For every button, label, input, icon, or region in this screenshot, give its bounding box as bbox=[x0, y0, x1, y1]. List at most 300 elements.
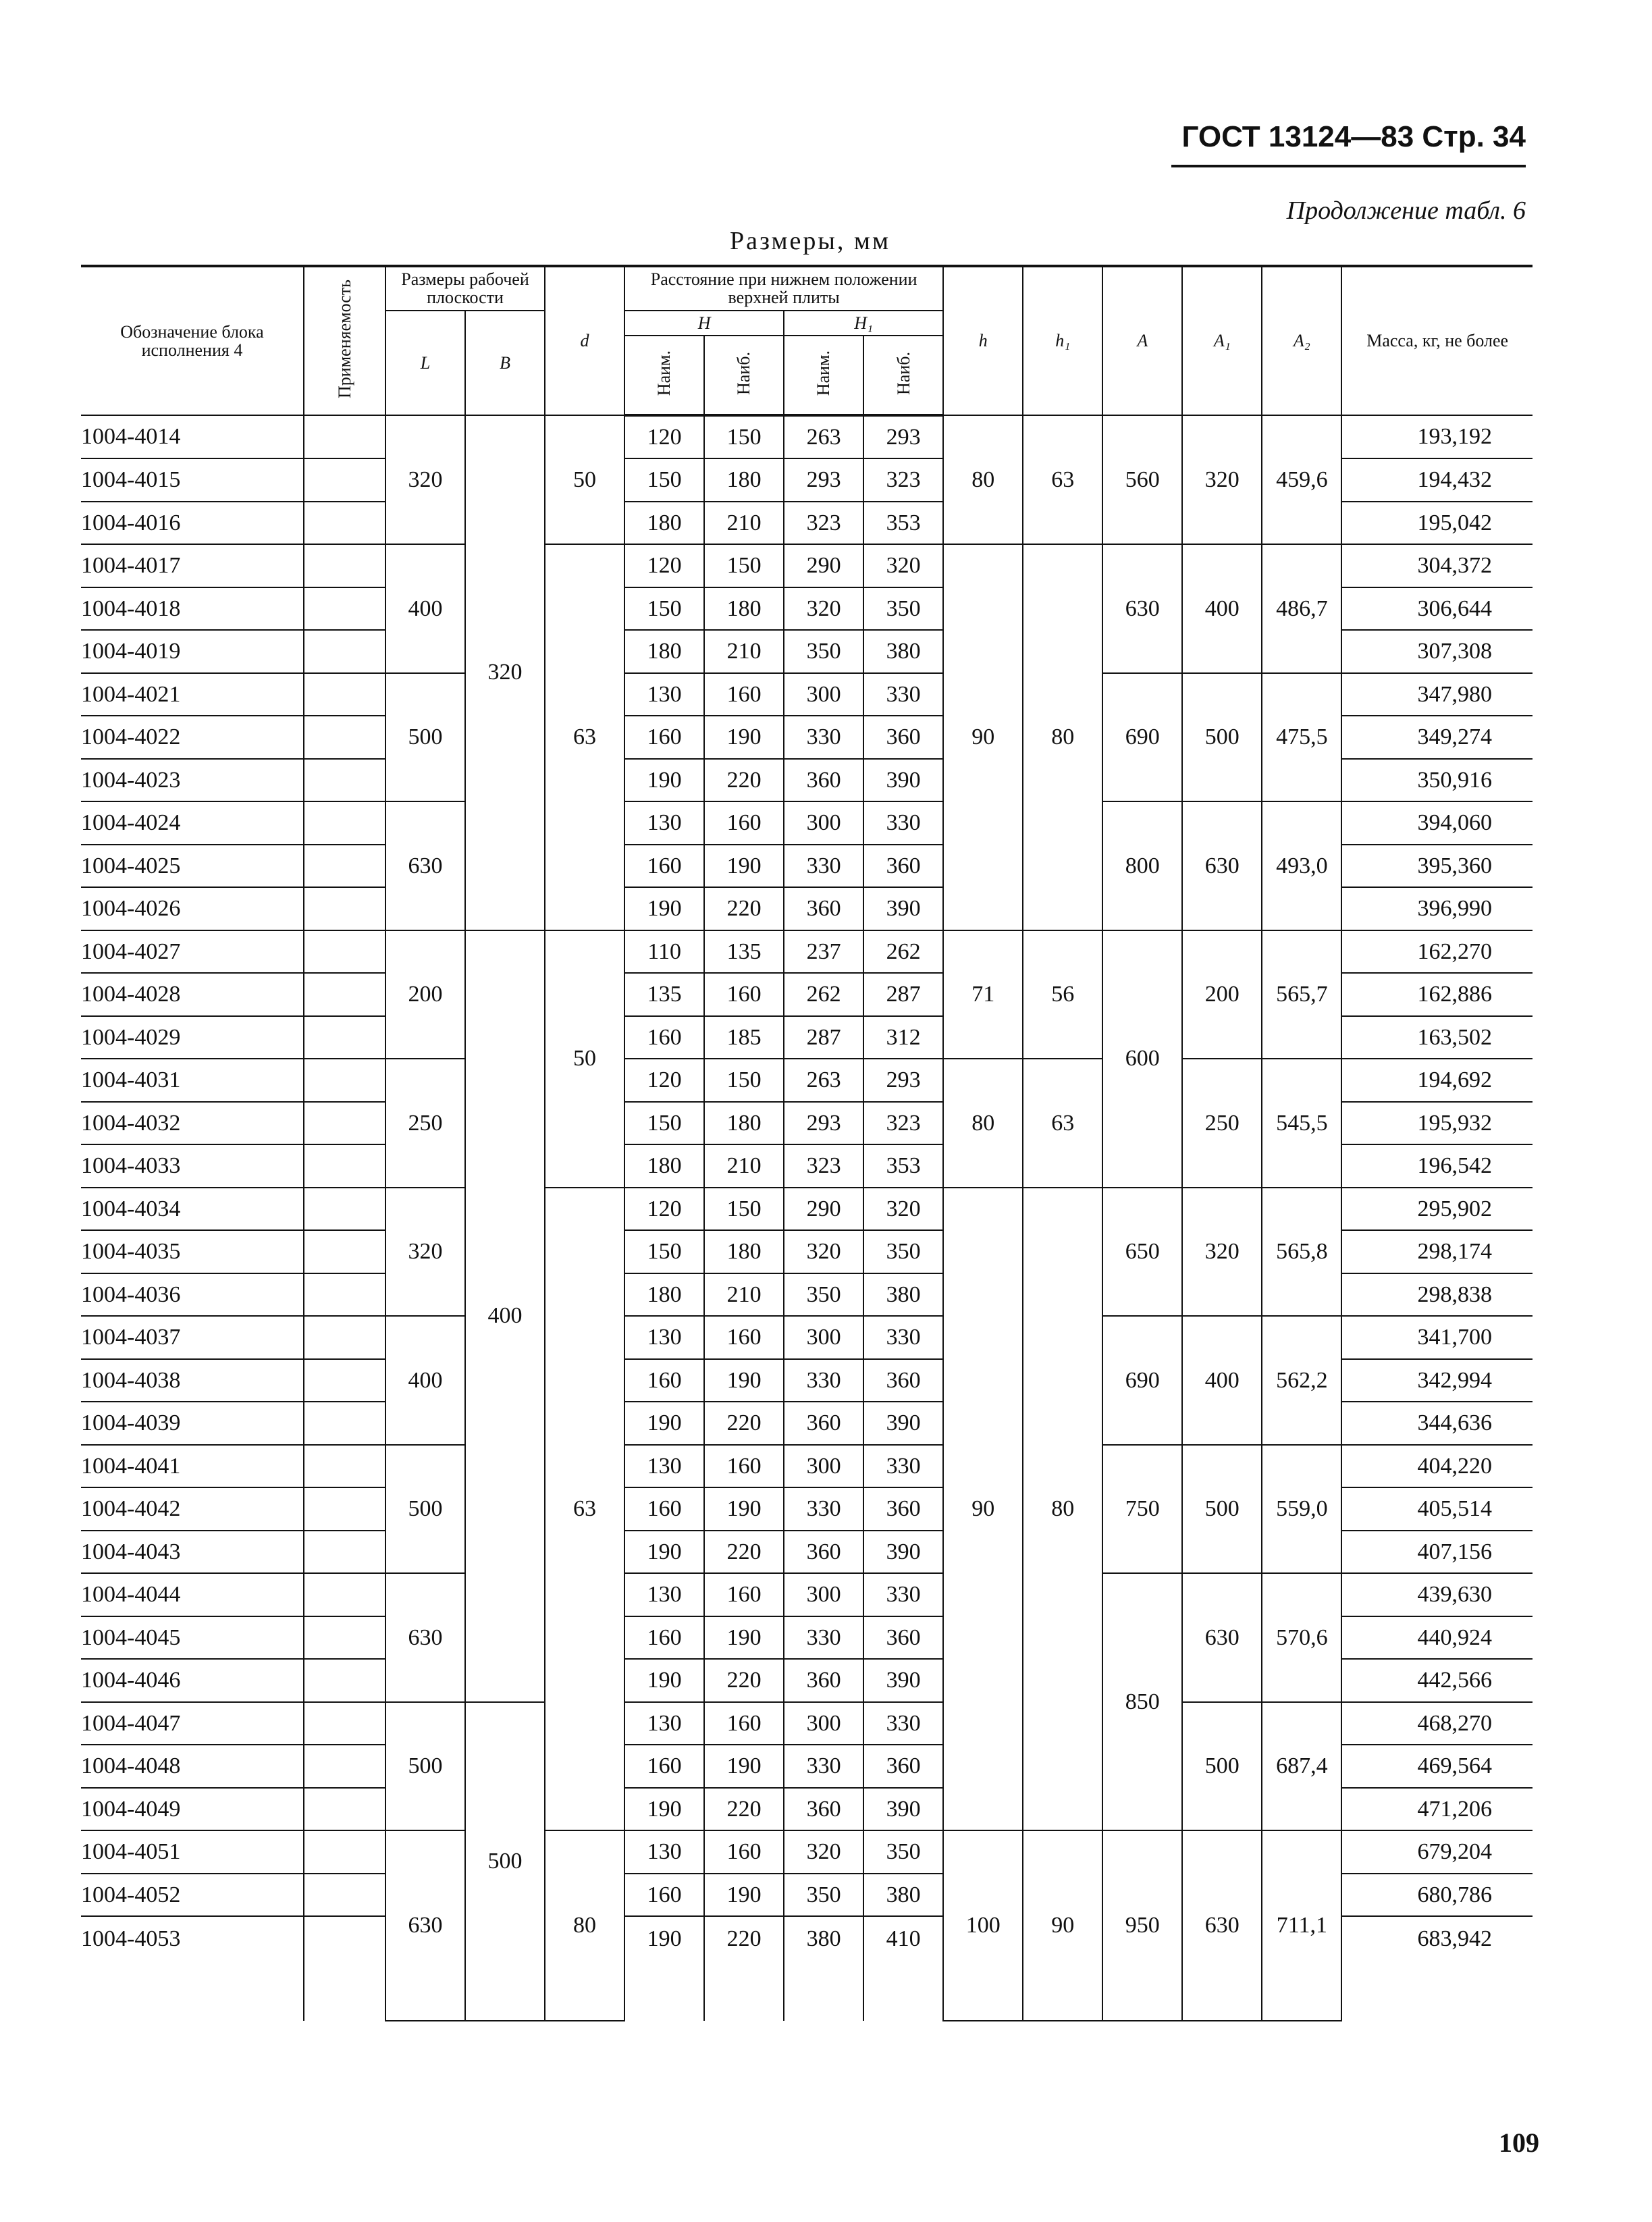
H1-min-cell: 320 bbox=[784, 1830, 863, 1874]
A1-cell: 500 bbox=[1182, 673, 1262, 802]
H-min-cell: 130 bbox=[624, 1316, 704, 1359]
table-row bbox=[81, 930, 1533, 974]
H1-min-cell: 330 bbox=[784, 1359, 863, 1402]
H-max-cell: 180 bbox=[704, 1230, 784, 1273]
H1-max-cell: 390 bbox=[863, 1659, 943, 1702]
L-cell: 630 bbox=[385, 1573, 465, 1702]
mass-cell: 163,502 bbox=[1341, 1016, 1533, 1059]
H-min-cell: 180 bbox=[624, 502, 704, 545]
H-min-cell: 190 bbox=[624, 759, 704, 802]
col-A2-header bbox=[1262, 266, 1341, 415]
A1-cell: 320 bbox=[1182, 415, 1262, 545]
block-code-cell: 1004-4042 bbox=[81, 1487, 304, 1531]
H1-max-cell: 390 bbox=[863, 1402, 943, 1445]
block-code-cell: 1004-4026 bbox=[81, 887, 304, 930]
mass-cell: 298,174 bbox=[1341, 1230, 1533, 1273]
h1-cell: 80 bbox=[1023, 1188, 1102, 1831]
max-label: Наиб. bbox=[734, 351, 754, 395]
col-H1-max-header bbox=[863, 336, 943, 415]
H1-max-cell: 360 bbox=[863, 1359, 943, 1402]
H1-min-cell: 323 bbox=[784, 502, 863, 545]
H1-min-cell: 330 bbox=[784, 1745, 863, 1788]
h1-cell: 90 bbox=[1023, 1830, 1102, 2021]
H1-max-cell: 360 bbox=[863, 1745, 943, 1788]
H1-label: H₁ bbox=[854, 313, 874, 333]
block-code-cell: 1004-4024 bbox=[81, 801, 304, 845]
H-min-cell: 150 bbox=[624, 1102, 704, 1145]
block-code-cell: 1004-4023 bbox=[81, 759, 304, 802]
H1-max-cell: 353 bbox=[863, 1144, 943, 1188]
block-code-cell: 1004-4022 bbox=[81, 716, 304, 759]
h-cell: 90 bbox=[943, 544, 1023, 930]
block-code-cell: 1004-4044 bbox=[81, 1573, 304, 1616]
H-min-cell: 150 bbox=[624, 1230, 704, 1273]
block-code-cell: 1004-4046 bbox=[81, 1659, 304, 1702]
block-code-cell: 1004-4034 bbox=[81, 1188, 304, 1231]
min-label: Наим. bbox=[654, 350, 674, 396]
H-min-cell: 135 bbox=[624, 973, 704, 1016]
A-cell: 600 bbox=[1102, 930, 1182, 1188]
H1-max-cell: 312 bbox=[863, 1016, 943, 1059]
h-cell: 80 bbox=[943, 1059, 1023, 1188]
block-code-cell: 1004-4025 bbox=[81, 845, 304, 888]
h1-cell: 63 bbox=[1023, 1059, 1102, 1188]
applicability-cell bbox=[304, 544, 385, 587]
A-cell: 800 bbox=[1102, 801, 1182, 930]
applicability-cell bbox=[304, 1659, 385, 1702]
block-code-cell: 1004-4045 bbox=[81, 1616, 304, 1660]
block-code-cell: 1004-4043 bbox=[81, 1531, 304, 1574]
H-min-cell: 120 bbox=[624, 415, 704, 459]
mass-cell: 404,220 bbox=[1341, 1445, 1533, 1488]
applicability-cell bbox=[304, 1487, 385, 1531]
H-min-cell: 160 bbox=[624, 1016, 704, 1059]
A-cell: 630 bbox=[1102, 544, 1182, 673]
page-number: 109 bbox=[1499, 2127, 1539, 2158]
H1-min-cell: 320 bbox=[784, 587, 863, 631]
H-min-cell: 160 bbox=[624, 1487, 704, 1531]
applicability-cell bbox=[304, 587, 385, 631]
table-row bbox=[81, 673, 1533, 716]
H1-max-cell: 380 bbox=[863, 1874, 943, 1917]
H-max-cell: 190 bbox=[704, 1616, 784, 1660]
table-row bbox=[81, 1316, 1533, 1359]
H-max-cell: 190 bbox=[704, 1487, 784, 1531]
H-max-cell: 190 bbox=[704, 845, 784, 888]
A2-cell: 559,0 bbox=[1262, 1445, 1341, 1574]
H-min-cell: 120 bbox=[624, 1059, 704, 1102]
H-max-cell: 210 bbox=[704, 1144, 784, 1188]
H-max-cell: 135 bbox=[704, 930, 784, 974]
L-cell: 250 bbox=[385, 1059, 465, 1188]
H1-min-cell: 300 bbox=[784, 1573, 863, 1616]
applicability-cell bbox=[304, 1830, 385, 1874]
H1-min-cell: 262 bbox=[784, 973, 863, 1016]
A-cell: 560 bbox=[1102, 415, 1182, 545]
applicability-cell bbox=[304, 1102, 385, 1145]
H1-min-cell: 330 bbox=[784, 1487, 863, 1531]
applicability-cell bbox=[304, 502, 385, 545]
H-min-cell: 160 bbox=[624, 1745, 704, 1788]
A2-cell: 570,6 bbox=[1262, 1573, 1341, 1702]
H1-min-cell: 330 bbox=[784, 845, 863, 888]
H-min-cell: 190 bbox=[624, 1531, 704, 1574]
mass-cell: 304,372 bbox=[1341, 544, 1533, 587]
A2-cell: 459,6 bbox=[1262, 415, 1341, 545]
L-label: L bbox=[420, 352, 431, 373]
H1-max-cell: 293 bbox=[863, 1059, 943, 1102]
H-max-cell: 160 bbox=[704, 1830, 784, 1874]
mass-cell: 440,924 bbox=[1341, 1616, 1533, 1660]
H1-max-cell: 380 bbox=[863, 1273, 943, 1317]
A1-cell: 630 bbox=[1182, 801, 1262, 930]
block-code-cell: 1004-4031 bbox=[81, 1059, 304, 1102]
mass-cell: 439,630 bbox=[1341, 1573, 1533, 1616]
col-L-header bbox=[385, 311, 465, 415]
applicability-cell bbox=[304, 1702, 385, 1745]
H1-max-cell: 350 bbox=[863, 587, 943, 631]
block-code-cell: 1004-4021 bbox=[81, 673, 304, 716]
H1-min-cell: 263 bbox=[784, 1059, 863, 1102]
d-cell: 50 bbox=[545, 415, 624, 545]
L-cell: 400 bbox=[385, 1316, 465, 1445]
block-code-cell: 1004-4049 bbox=[81, 1788, 304, 1831]
d-cell: 63 bbox=[545, 544, 624, 930]
L-cell: 200 bbox=[385, 930, 465, 1059]
applicability-cell bbox=[304, 1445, 385, 1488]
col-A1-header bbox=[1182, 266, 1262, 415]
H1-min-cell: 330 bbox=[784, 1616, 863, 1660]
A2-cell: 486,7 bbox=[1262, 544, 1341, 673]
H1-max-cell: 390 bbox=[863, 887, 943, 930]
table-row bbox=[81, 1188, 1533, 1231]
L-cell: 630 bbox=[385, 1830, 465, 2021]
A-cell: 950 bbox=[1102, 1830, 1182, 2021]
table-row bbox=[81, 544, 1533, 587]
H-min-cell: 120 bbox=[624, 544, 704, 587]
H1-max-cell: 262 bbox=[863, 930, 943, 974]
H-max-cell: 150 bbox=[704, 1188, 784, 1231]
H1-max-cell: 350 bbox=[863, 1230, 943, 1273]
min-label: Наим. bbox=[814, 350, 834, 396]
H-min-cell: 120 bbox=[624, 1188, 704, 1231]
A-cell: 850 bbox=[1102, 1573, 1182, 1830]
block-code-cell: 1004-4039 bbox=[81, 1402, 304, 1445]
col-H-max-header bbox=[704, 336, 784, 415]
h1-cell: 63 bbox=[1023, 415, 1102, 545]
col-H1-min-header bbox=[784, 336, 863, 415]
max-label: Наиб. bbox=[893, 351, 913, 395]
table-row bbox=[81, 415, 1533, 459]
mass-cell: 407,156 bbox=[1341, 1531, 1533, 1574]
applicability-cell bbox=[304, 1531, 385, 1574]
block-code-cell: 1004-4019 bbox=[81, 630, 304, 673]
mass-cell: 468,270 bbox=[1341, 1702, 1533, 1745]
H-min-cell: 180 bbox=[624, 1144, 704, 1188]
block-code-cell: 1004-4016 bbox=[81, 502, 304, 545]
H1-min-cell: 237 bbox=[784, 930, 863, 974]
H-max-cell: 210 bbox=[704, 630, 784, 673]
h1-label: h₁ bbox=[1055, 331, 1071, 351]
applicability-cell bbox=[304, 1573, 385, 1616]
mass-cell: 194,692 bbox=[1341, 1059, 1533, 1102]
col-H1-header bbox=[784, 311, 943, 336]
H1-max-cell: 330 bbox=[863, 1573, 943, 1616]
H-min-cell: 130 bbox=[624, 1830, 704, 1874]
d-cell: 50 bbox=[545, 930, 624, 1188]
H1-min-cell: 350 bbox=[784, 1273, 863, 1317]
table-row bbox=[81, 1059, 1533, 1102]
col-mass-header: Масса, кг, не более bbox=[1341, 266, 1533, 415]
block-code-cell: 1004-4027 bbox=[81, 930, 304, 974]
mass-cell: 680,786 bbox=[1341, 1874, 1533, 1917]
B-cell: 400 bbox=[465, 930, 545, 1702]
block-code-cell: 1004-4048 bbox=[81, 1745, 304, 1788]
H-min-cell: 190 bbox=[624, 1916, 704, 2021]
L-cell: 630 bbox=[385, 801, 465, 930]
H-max-cell: 160 bbox=[704, 1573, 784, 1616]
A1-label: A₁ bbox=[1213, 331, 1231, 351]
applicability-cell bbox=[304, 801, 385, 845]
applicability-cell bbox=[304, 1874, 385, 1917]
col-h1-header bbox=[1023, 266, 1102, 415]
H1-max-cell: 360 bbox=[863, 845, 943, 888]
A1-cell: 630 bbox=[1182, 1830, 1262, 2021]
mass-cell: 162,270 bbox=[1341, 930, 1533, 974]
H1-min-cell: 360 bbox=[784, 1659, 863, 1702]
table-row bbox=[81, 1702, 1533, 1745]
H1-min-cell: 287 bbox=[784, 1016, 863, 1059]
applicability-cell bbox=[304, 930, 385, 974]
mass-cell: 295,902 bbox=[1341, 1188, 1533, 1231]
H-min-cell: 160 bbox=[624, 845, 704, 888]
L-cell: 320 bbox=[385, 415, 465, 545]
H-label: H bbox=[697, 313, 711, 333]
h-label: h bbox=[978, 331, 988, 351]
H1-max-cell: 330 bbox=[863, 1702, 943, 1745]
A2-cell: 475,5 bbox=[1262, 673, 1341, 802]
mass-cell: 679,204 bbox=[1341, 1830, 1533, 1874]
applicability-cell bbox=[304, 1616, 385, 1660]
H-max-cell: 220 bbox=[704, 1916, 784, 2021]
mass-cell: 193,192 bbox=[1341, 415, 1533, 459]
block-code-cell: 1004-4053 bbox=[81, 1916, 304, 2021]
applicability-cell bbox=[304, 845, 385, 888]
h1-cell: 56 bbox=[1023, 930, 1102, 1059]
H1-max-cell: 390 bbox=[863, 759, 943, 802]
h-cell: 71 bbox=[943, 930, 1023, 1059]
H-max-cell: 185 bbox=[704, 1016, 784, 1059]
H-max-cell: 190 bbox=[704, 1745, 784, 1788]
H-min-cell: 180 bbox=[624, 630, 704, 673]
H1-max-cell: 360 bbox=[863, 716, 943, 759]
applicability-cell bbox=[304, 1230, 385, 1273]
block-code-cell: 1004-4029 bbox=[81, 1016, 304, 1059]
block-code-cell: 1004-4032 bbox=[81, 1102, 304, 1145]
H1-max-cell: 293 bbox=[863, 415, 943, 459]
h1-cell: 80 bbox=[1023, 544, 1102, 930]
block-code-cell: 1004-4038 bbox=[81, 1359, 304, 1402]
H1-max-cell: 360 bbox=[863, 1616, 943, 1660]
H1-min-cell: 350 bbox=[784, 630, 863, 673]
applicability-cell bbox=[304, 1316, 385, 1359]
H1-min-cell: 360 bbox=[784, 759, 863, 802]
table-row bbox=[81, 1573, 1533, 1616]
units-caption: Размеры, мм bbox=[729, 227, 890, 255]
H1-max-cell: 380 bbox=[863, 630, 943, 673]
col-code-header: Обозначение блока исполнения 4 bbox=[81, 266, 304, 415]
H-max-cell: 160 bbox=[704, 1316, 784, 1359]
L-cell: 500 bbox=[385, 1445, 465, 1574]
table-row bbox=[81, 801, 1533, 845]
H-min-cell: 190 bbox=[624, 1659, 704, 1702]
L-cell: 400 bbox=[385, 544, 465, 673]
A1-cell: 500 bbox=[1182, 1702, 1262, 1831]
H-min-cell: 130 bbox=[624, 801, 704, 845]
H-max-cell: 220 bbox=[704, 1531, 784, 1574]
block-code-cell: 1004-4035 bbox=[81, 1230, 304, 1273]
mass-cell: 471,206 bbox=[1341, 1788, 1533, 1831]
A2-cell: 493,0 bbox=[1262, 801, 1341, 930]
H1-min-cell: 263 bbox=[784, 415, 863, 459]
applicability-cell bbox=[304, 1016, 385, 1059]
block-code-cell: 1004-4018 bbox=[81, 587, 304, 631]
applicability-cell bbox=[304, 1359, 385, 1402]
H-max-cell: 150 bbox=[704, 544, 784, 587]
block-code-cell: 1004-4017 bbox=[81, 544, 304, 587]
H1-min-cell: 293 bbox=[784, 458, 863, 502]
mass-cell: 194,432 bbox=[1341, 458, 1533, 502]
mass-cell: 298,838 bbox=[1341, 1273, 1533, 1317]
applicability-cell bbox=[304, 1273, 385, 1317]
applicability-cell bbox=[304, 1059, 385, 1102]
H1-max-cell: 390 bbox=[863, 1531, 943, 1574]
H-min-cell: 160 bbox=[624, 1616, 704, 1660]
block-code-cell: 1004-4051 bbox=[81, 1830, 304, 1874]
H-max-cell: 150 bbox=[704, 415, 784, 459]
A1-cell: 200 bbox=[1182, 930, 1262, 1059]
H-min-cell: 160 bbox=[624, 1359, 704, 1402]
H1-max-cell: 330 bbox=[863, 801, 943, 845]
H1-max-cell: 330 bbox=[863, 673, 943, 716]
H1-min-cell: 293 bbox=[784, 1102, 863, 1145]
mass-cell: 469,564 bbox=[1341, 1745, 1533, 1788]
L-cell: 320 bbox=[385, 1188, 465, 1317]
H-max-cell: 180 bbox=[704, 1102, 784, 1145]
block-code-cell: 1004-4028 bbox=[81, 973, 304, 1016]
mass-cell: 307,308 bbox=[1341, 630, 1533, 673]
document-header: ГОСТ 13124—83 Стр. 34 bbox=[1181, 120, 1526, 153]
block-code-cell: 1004-4037 bbox=[81, 1316, 304, 1359]
H-max-cell: 150 bbox=[704, 1059, 784, 1102]
A2-cell: 562,2 bbox=[1262, 1316, 1341, 1445]
H-max-cell: 160 bbox=[704, 973, 784, 1016]
col-H-header bbox=[624, 311, 784, 336]
H-min-cell: 150 bbox=[624, 458, 704, 502]
applicability-cell bbox=[304, 973, 385, 1016]
mass-cell: 683,942 bbox=[1341, 1916, 1533, 2021]
H1-min-cell: 360 bbox=[784, 1531, 863, 1574]
d-label: d bbox=[580, 331, 589, 351]
applicability-cell bbox=[304, 415, 385, 459]
applicability-cell bbox=[304, 1916, 385, 2021]
H-min-cell: 180 bbox=[624, 1273, 704, 1317]
A-cell: 650 bbox=[1102, 1188, 1182, 1317]
H-max-cell: 160 bbox=[704, 673, 784, 716]
H-min-cell: 130 bbox=[624, 1702, 704, 1745]
H1-max-cell: 320 bbox=[863, 1188, 943, 1231]
H1-max-cell: 330 bbox=[863, 1316, 943, 1359]
applicability-cell bbox=[304, 887, 385, 930]
col-plane-header: Размеры рабочей плоскости bbox=[385, 266, 545, 311]
A2-cell: 565,8 bbox=[1262, 1188, 1341, 1317]
L-cell: 500 bbox=[385, 673, 465, 802]
H1-max-cell: 353 bbox=[863, 502, 943, 545]
mass-cell: 396,990 bbox=[1341, 887, 1533, 930]
col-h-header bbox=[943, 266, 1023, 415]
mass-cell: 195,042 bbox=[1341, 502, 1533, 545]
col-applicability-header bbox=[304, 266, 385, 415]
H-max-cell: 190 bbox=[704, 1359, 784, 1402]
H-min-cell: 190 bbox=[624, 1788, 704, 1831]
block-code-cell: 1004-4014 bbox=[81, 415, 304, 459]
H1-min-cell: 323 bbox=[784, 1144, 863, 1188]
col-H-min-header bbox=[624, 336, 704, 415]
applicability-cell bbox=[304, 716, 385, 759]
B-cell: 500 bbox=[465, 1702, 545, 2021]
dimensions-table bbox=[81, 265, 1533, 2021]
H1-min-cell: 300 bbox=[784, 673, 863, 716]
table-row bbox=[81, 1830, 1533, 1874]
H1-max-cell: 323 bbox=[863, 458, 943, 502]
block-code-cell: 1004-4041 bbox=[81, 1445, 304, 1488]
col-d-header bbox=[545, 266, 624, 415]
A1-cell: 400 bbox=[1182, 544, 1262, 673]
H-min-cell: 130 bbox=[624, 673, 704, 716]
A1-cell: 500 bbox=[1182, 1445, 1262, 1574]
A-cell: 750 bbox=[1102, 1445, 1182, 1574]
H1-min-cell: 300 bbox=[784, 801, 863, 845]
table-body bbox=[81, 415, 1533, 2021]
B-cell: 320 bbox=[465, 415, 545, 930]
H-min-cell: 130 bbox=[624, 1445, 704, 1488]
applicability-label: Применяемость bbox=[334, 280, 354, 399]
block-code-cell: 1004-4033 bbox=[81, 1144, 304, 1188]
block-code-cell: 1004-4036 bbox=[81, 1273, 304, 1317]
mass-cell: 341,700 bbox=[1341, 1316, 1533, 1359]
A1-cell: 400 bbox=[1182, 1316, 1262, 1445]
H-min-cell: 110 bbox=[624, 930, 704, 974]
H-max-cell: 160 bbox=[704, 1445, 784, 1488]
H-max-cell: 160 bbox=[704, 1702, 784, 1745]
applicability-cell bbox=[304, 458, 385, 502]
H1-min-cell: 300 bbox=[784, 1316, 863, 1359]
block-code-cell: 1004-4047 bbox=[81, 1702, 304, 1745]
applicability-cell bbox=[304, 673, 385, 716]
H-min-cell: 160 bbox=[624, 716, 704, 759]
H-max-cell: 220 bbox=[704, 887, 784, 930]
H-min-cell: 160 bbox=[624, 1874, 704, 1917]
table-continuation-label: Продолжение табл. 6 bbox=[1286, 196, 1526, 225]
H1-min-cell: 300 bbox=[784, 1702, 863, 1745]
H1-max-cell: 390 bbox=[863, 1788, 943, 1831]
H-max-cell: 160 bbox=[704, 801, 784, 845]
H1-max-cell: 330 bbox=[863, 1445, 943, 1488]
applicability-cell bbox=[304, 1188, 385, 1231]
mass-cell: 342,994 bbox=[1341, 1359, 1533, 1402]
H-min-cell: 150 bbox=[624, 587, 704, 631]
A-label: A bbox=[1137, 331, 1148, 351]
